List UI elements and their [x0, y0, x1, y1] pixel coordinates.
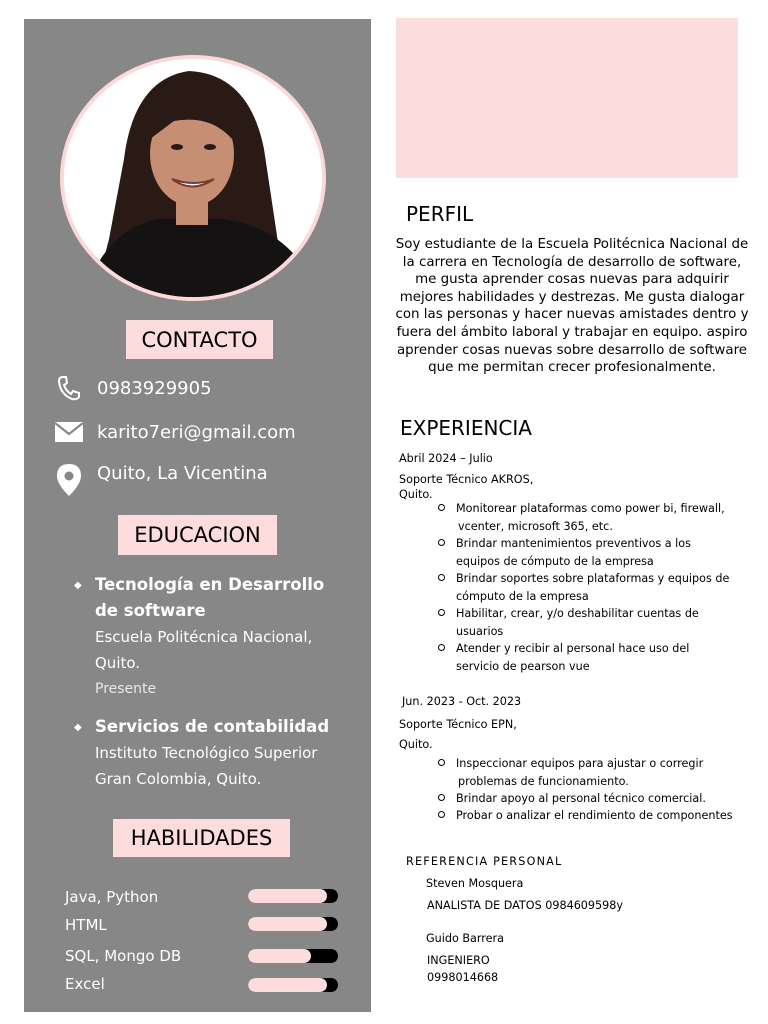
task-text: Probar o analizar el rendimiento de componentes	[456, 809, 733, 822]
skill-bar-fill	[248, 889, 327, 903]
circle-bullet-icon	[438, 539, 445, 546]
task-item	[438, 605, 699, 640]
circle-bullet-icon	[438, 811, 445, 818]
job-date: Abril 2024 – Julio	[399, 452, 493, 465]
circle-bullet-icon	[438, 759, 445, 766]
job-date: Jun. 2023 - Oct. 2023	[402, 695, 522, 708]
skill-label: SQL, Mongo DB	[65, 947, 182, 965]
experience-heading: EXPERIENCIA	[400, 416, 532, 440]
skill-label: Java, Python	[65, 888, 159, 906]
school-line: Instituto Tecnológico Superior	[95, 744, 318, 762]
task-text: Brindar mantenimientos preventivos a los	[456, 537, 691, 550]
skill-label: Excel	[65, 975, 105, 993]
reference-heading: REFERENCIA PERSONAL	[406, 855, 563, 868]
location-pin-icon	[55, 458, 83, 502]
circle-bullet-icon	[438, 574, 445, 581]
task-item	[438, 500, 725, 535]
circle-bullet-icon	[438, 644, 445, 651]
task-text: Habilitar, crear, y/o deshabilitar cuentas de	[456, 607, 699, 620]
degree-line: Tecnología en Desarrollo	[95, 575, 325, 594]
education-status: Presente	[95, 681, 157, 697]
diamond-bullet-icon: ◆	[74, 722, 82, 733]
location-text: Quito, La Vicentina	[97, 462, 268, 484]
task-item	[438, 535, 691, 570]
task-item	[438, 570, 729, 605]
task-text: cómputo de la empresa	[456, 589, 589, 603]
reference-phone: 0998014668	[427, 971, 499, 984]
circle-bullet-icon	[438, 794, 445, 801]
email-address[interactable]: karito7eri@gmail.com	[97, 421, 296, 443]
task-text: Monitorear plataformas como power bi, firewall,	[456, 502, 725, 515]
circle-bullet-icon	[438, 609, 445, 616]
task-text: servicio de pearson vue	[456, 659, 590, 673]
degree-line: de software	[95, 601, 206, 620]
skill-bar	[248, 949, 338, 963]
job-place: Quito.	[399, 738, 433, 751]
skill-bar	[248, 917, 338, 931]
skill-bar-fill	[248, 917, 327, 931]
education-item	[74, 714, 329, 792]
job-place: Quito.	[399, 488, 433, 501]
task-item	[438, 807, 733, 825]
skill-label: HTML	[65, 916, 107, 934]
mail-icon	[55, 418, 83, 446]
contact-heading: CONTACTO	[126, 320, 273, 359]
header-decor-box	[396, 18, 738, 178]
task-item	[438, 790, 706, 808]
job-role: Soporte Técnico AKROS,	[399, 473, 534, 486]
school-line: Quito.	[95, 654, 141, 672]
skill-bar	[248, 978, 338, 992]
reference-name: Guido Barrera	[426, 932, 504, 945]
school-line: Escuela Politécnica Nacional,	[95, 628, 313, 646]
reference-detail: INGENIERO	[427, 954, 490, 967]
degree-line: Servicios de contabilidad	[95, 717, 330, 736]
phone-icon	[55, 374, 83, 402]
phone-number: 0983929905	[97, 377, 212, 399]
skill-bar	[248, 889, 338, 903]
diamond-bullet-icon: ◆	[74, 580, 82, 591]
education-item	[74, 572, 324, 702]
task-text: Inspeccionar equipos para ajustar o corregir	[456, 757, 704, 770]
education-heading: EDUCACION	[118, 515, 277, 555]
contact-email[interactable]	[55, 418, 296, 446]
task-text: equipos de cómputo de la empresa	[456, 554, 654, 568]
task-text: problemas de funcionamiento.	[458, 774, 629, 788]
task-item	[438, 755, 703, 790]
task-text: usuarios	[456, 624, 504, 638]
task-text: Brindar soportes sobre plataformas y equipos de	[456, 572, 730, 585]
school-line: Gran Colombia, Quito.	[95, 770, 262, 788]
task-text: Brindar apoyo al personal técnico comercial.	[456, 792, 706, 805]
skills-heading: HABILIDADES	[113, 819, 290, 857]
task-text: Atender y recibir al personal hace uso del	[456, 642, 690, 655]
profile-photo	[60, 55, 326, 301]
circle-bullet-icon	[438, 504, 445, 511]
contact-location	[55, 458, 268, 502]
profile-heading: PERFIL	[406, 202, 474, 226]
skill-bar-fill	[248, 949, 311, 963]
profile-text: Soy estudiante de la Escuela Politécnica Nacional de la carrera en Tecnología de desarrollo de software, me gusta aprender cosas nuevas para adquirir mejores habilidades y destrezas. Me gusta dialogar con las personas y hacer nuevas amistades dentro y fuera del ámbito laboral y trabajar en equipo. aspiro aprender cosas nuevas sobre desarrollo de software que me permitan crecer profesionalmente.	[395, 237, 749, 376]
contact-phone	[55, 374, 212, 402]
skill-bar-fill	[248, 978, 327, 992]
task-item	[438, 640, 689, 675]
task-text: vcenter, microsoft 365, etc.	[458, 519, 613, 533]
job-role: Soporte Técnico EPN,	[399, 718, 517, 731]
reference-detail: ANALISTA DE DATOS 0984609598y	[427, 899, 624, 912]
reference-name: Steven Mosquera	[426, 877, 524, 890]
